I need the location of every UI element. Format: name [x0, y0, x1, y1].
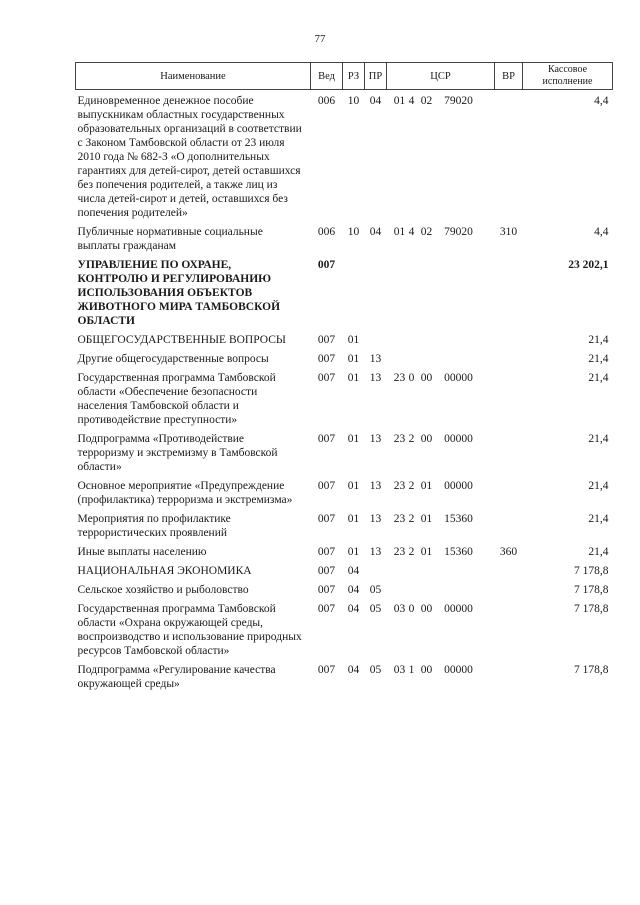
- row-csr-event: 02: [420, 95, 433, 107]
- row-name: Государственная программа Тамбовской области «Охрана окружающей среды, воспроизводство и использование природных ресурсов Тамбовской области»: [77, 603, 302, 657]
- row-csr-program: 03: [393, 603, 406, 615]
- row-vr: [495, 90, 523, 226]
- row-pr: 05: [369, 584, 382, 596]
- row-kas: 7 178,8: [574, 664, 609, 676]
- row-csr-direction: 00000: [444, 603, 473, 615]
- row-ved: 007: [317, 334, 336, 346]
- row-name: Подпрограмма «Регулирование качества окружающей среды»: [77, 664, 276, 690]
- row-csr-subprogram: 2: [408, 433, 415, 445]
- row-ved: 007: [317, 480, 336, 492]
- header-csr: ЦСР: [387, 63, 495, 90]
- row-ved: 007: [317, 584, 336, 596]
- row-vr: 310: [499, 226, 518, 238]
- row-pr: 05: [369, 664, 382, 676]
- row-csr-program: 23: [393, 433, 406, 445]
- row-name: Подпрограмма «Противодействие терроризму и экстремизму в Тамбовской области»: [77, 433, 278, 473]
- row-name: НАЦИОНАЛЬНАЯ ЭКОНОМИКА: [77, 565, 252, 577]
- row-csr-event: 00: [420, 664, 433, 676]
- table-row: [76, 545, 613, 564]
- row-csr-direction: 79020: [444, 95, 473, 107]
- row-csr: [387, 432, 495, 479]
- row-csr: [387, 583, 495, 602]
- table-header-row: [76, 63, 613, 90]
- row-pr: 13: [369, 546, 382, 558]
- row-pr: 13: [369, 513, 382, 525]
- row-name: Основное мероприятие «Предупреждение (профилактика) терроризма и экстремизма»: [77, 480, 293, 506]
- row-csr: [387, 545, 495, 564]
- row-kas: 21,4: [588, 334, 609, 346]
- row-kas: 4,4: [594, 226, 609, 238]
- row-pr: [365, 333, 387, 352]
- row-csr-program: 01: [393, 95, 406, 107]
- row-kas: 21,4: [588, 513, 609, 525]
- row-vr: [495, 333, 523, 352]
- row-pr: 05: [369, 603, 382, 615]
- table-row: [76, 432, 613, 479]
- row-kas: 21,4: [588, 546, 609, 558]
- row-vr: [495, 352, 523, 371]
- table-row: [76, 258, 613, 333]
- row-csr-subprogram: 0: [408, 603, 415, 615]
- row-ved: 007: [317, 664, 336, 676]
- row-csr-event: 01: [420, 513, 433, 525]
- row-kas: 21,4: [588, 372, 609, 384]
- row-rz: 01: [347, 513, 360, 525]
- row-ved: 007: [317, 565, 336, 577]
- row-rz: 10: [347, 95, 360, 107]
- row-rz: 10: [347, 226, 360, 238]
- row-vr: [495, 564, 523, 583]
- row-kas: 7 178,8: [574, 584, 609, 596]
- table-row: [76, 583, 613, 602]
- table-row: [76, 602, 613, 663]
- row-pr: 13: [369, 480, 382, 492]
- row-csr-direction: 15360: [444, 513, 473, 525]
- row-csr-event: 00: [420, 603, 433, 615]
- row-csr-direction: 00000: [444, 480, 473, 492]
- row-csr: [387, 371, 495, 432]
- row-kas: 23 202,1: [568, 259, 609, 271]
- row-vr: [495, 583, 523, 602]
- page-number: 77: [314, 33, 326, 45]
- header-name: Наименование: [76, 63, 311, 90]
- row-csr-event: 00: [420, 372, 433, 384]
- row-name: Мероприятия по профилактике террористических проявлений: [77, 513, 231, 539]
- row-csr-program: 23: [393, 372, 406, 384]
- row-csr: [387, 352, 495, 371]
- row-kas: 7 178,8: [574, 565, 609, 577]
- row-rz: 01: [347, 433, 360, 445]
- row-ved: 007: [317, 546, 336, 558]
- row-pr: 04: [369, 226, 382, 238]
- header-vr: ВР: [495, 63, 523, 90]
- row-vr: [495, 602, 523, 663]
- row-vr: [495, 663, 523, 696]
- row-csr-event: 00: [420, 433, 433, 445]
- table-row: [76, 333, 613, 352]
- row-csr-subprogram: 2: [408, 513, 415, 525]
- row-csr: [387, 479, 495, 512]
- row-csr-direction: 00000: [444, 433, 473, 445]
- table-row: [76, 663, 613, 696]
- row-csr-program: 23: [393, 546, 406, 558]
- row-ved: 007: [317, 513, 336, 525]
- row-rz: 04: [347, 584, 360, 596]
- row-csr-program: 01: [393, 226, 406, 238]
- row-pr: 04: [369, 95, 382, 107]
- row-csr-event: 01: [420, 546, 433, 558]
- row-rz: 01: [347, 480, 360, 492]
- row-pr: 13: [369, 353, 382, 365]
- row-csr-event: 02: [420, 226, 433, 238]
- row-ved: 007: [317, 603, 336, 615]
- row-csr-subprogram: 2: [408, 546, 415, 558]
- row-csr: [387, 564, 495, 583]
- table-row: [76, 512, 613, 545]
- row-ved: 006: [317, 226, 336, 238]
- row-name: ОБЩЕГОСУДАРСТВЕННЫЕ ВОПРОСЫ: [77, 334, 286, 346]
- table-row: [76, 371, 613, 432]
- row-name: Сельское хозяйство и рыболовство: [77, 584, 249, 596]
- row-pr: [365, 258, 387, 333]
- row-kas: 21,4: [588, 433, 609, 445]
- row-rz: 04: [347, 664, 360, 676]
- row-vr: [495, 432, 523, 479]
- row-csr: [387, 225, 495, 258]
- row-vr: [495, 512, 523, 545]
- row-rz: 04: [347, 603, 360, 615]
- row-csr-direction: 15360: [444, 546, 473, 558]
- row-csr-event: 01: [420, 480, 433, 492]
- row-csr-subprogram: 2: [408, 480, 415, 492]
- header-pr: ПР: [365, 63, 387, 90]
- row-rz: 01: [347, 353, 360, 365]
- row-csr-direction: 00000: [444, 664, 473, 676]
- row-csr-subprogram: 4: [408, 226, 415, 238]
- row-csr-subprogram: 1: [408, 664, 415, 676]
- row-kas: 7 178,8: [574, 603, 609, 615]
- row-ved: 007: [317, 353, 336, 365]
- table-row: [76, 225, 613, 258]
- row-csr-program: 23: [393, 480, 406, 492]
- row-vr: [495, 371, 523, 432]
- row-name: УПРАВЛЕНИЕ ПО ОХРАНЕ, КОНТРОЛЮ И РЕГУЛИРОВАНИЮ ИСПОЛЬЗОВАНИЯ ОБЪЕКТОВ ЖИВОТНОГО МИРА ТАМБОВСКОЙ ОБЛАСТИ: [77, 259, 281, 327]
- row-pr: 13: [369, 433, 382, 445]
- row-ved: 007: [317, 433, 336, 445]
- row-kas: 21,4: [588, 353, 609, 365]
- row-name: Другие общегосударственные вопросы: [77, 353, 269, 365]
- row-csr-direction: 00000: [444, 372, 473, 384]
- row-name: Иные выплаты населению: [77, 546, 207, 558]
- header-kas: Кассовое исполнение: [523, 63, 613, 90]
- header-rz: РЗ: [343, 63, 365, 90]
- row-name: Единовременное денежное пособие выпускникам областных государственных образовательных организаций в соответствии с Законом Тамбовской области от 23 июля 2010 года № 682-З «О дополнительных гарантиях для детей-сирот, детей оставшихся без попечения родителей, а также лиц из числа детей-сирот и детей, оставшихся без попечения родителей»: [77, 95, 302, 219]
- row-rz: 01: [347, 372, 360, 384]
- row-csr-subprogram: 4: [408, 95, 415, 107]
- row-name: Публичные нормативные социальные выплаты гражданам: [77, 226, 263, 252]
- table-row: [76, 90, 613, 226]
- row-name: Государственная программа Тамбовской области «Обеспечение безопасности населения Тамбовской области и противодействие преступности»: [77, 372, 276, 426]
- row-rz: 04: [347, 565, 360, 577]
- row-csr-subprogram: 0: [408, 372, 415, 384]
- row-csr: [387, 602, 495, 663]
- row-ved: 006: [317, 95, 336, 107]
- row-ved: 007: [317, 259, 336, 271]
- budget-table: [75, 62, 613, 696]
- row-csr: [387, 333, 495, 352]
- row-kas: 21,4: [588, 480, 609, 492]
- table-row: [76, 479, 613, 512]
- row-vr: [495, 479, 523, 512]
- row-pr: 13: [369, 372, 382, 384]
- row-csr: [387, 512, 495, 545]
- row-csr-program: 23: [393, 513, 406, 525]
- row-vr: [495, 258, 523, 333]
- row-csr: [387, 258, 495, 333]
- row-csr: [387, 663, 495, 696]
- row-vr: 360: [499, 546, 518, 558]
- row-rz: 01: [347, 334, 360, 346]
- row-csr-direction: 79020: [444, 226, 473, 238]
- row-kas: 4,4: [594, 95, 609, 107]
- row-rz: 01: [347, 546, 360, 558]
- row-csr-program: 03: [393, 664, 406, 676]
- row-ved: 007: [317, 372, 336, 384]
- table-row: [76, 564, 613, 583]
- row-rz: [343, 258, 365, 333]
- row-csr: [387, 90, 495, 226]
- table-row: [76, 352, 613, 371]
- row-pr: [365, 564, 387, 583]
- header-ved: Вед: [311, 63, 343, 90]
